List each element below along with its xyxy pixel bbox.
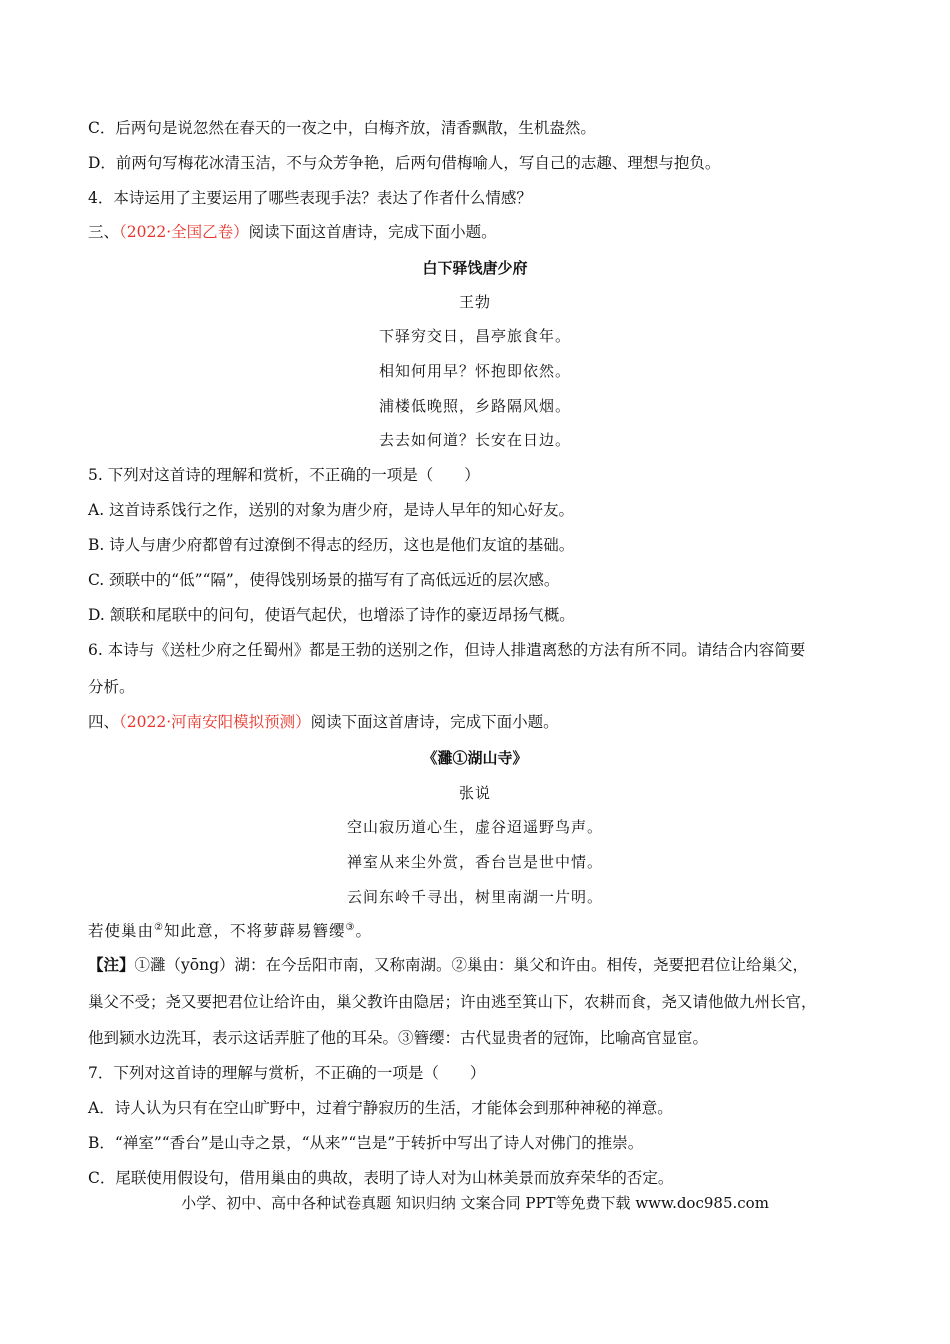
section-3-prefix: 三、 [88,223,120,241]
poem-1-author: 王勃 [458,293,491,311]
section-3-instruction: 阅读下面这首唐诗，完成下面小题。 [248,223,497,241]
poem-1-title: 白下驿饯唐少府 [422,259,528,277]
poem-2-author: 张说 [458,784,491,802]
question-7: 7．下列对这首诗的理解与赏析，不正确的一项是（ ） [88,1064,486,1082]
poem-2-title: 《灉①湖山寺》 [422,749,528,767]
poem-1-line: 浦楼低晚照，乡路隔风烟。 [378,397,571,415]
footnote-marker-3: ③ [345,921,356,933]
q5-option-b: B. 诗人与唐少府都曾有过潦倒不得志的经历，这也是他们友谊的基础。 [88,536,575,554]
note-label: 【注】 [88,955,135,974]
poem-2-last-part-a: 若使巢由 [88,922,155,940]
poem-2-last-part-b: 知此意，不将萝薜易簪缨 [163,922,346,940]
section-4-heading [88,712,559,732]
question-6-line-1: 6. 本诗与《送杜少府之任蜀州》都是王勃的送别之作，但诗人排遣离愁的方法有所不同。请结合内容简要 [88,641,806,659]
poem-2-last-part-c: 。 [355,922,372,940]
poem-1-line: 去去如何道？长安在日边。 [378,431,571,449]
q5-option-d: D. 颔联和尾联中的问句，使语气起伏，也增添了诗作的豪迈昂扬气概。 [88,606,575,624]
section-4-source: （2022·河南安阳模拟预测） [119,713,311,731]
poem-2-line: 空山寂历道心生，虚谷迢遥野鸟声。 [346,818,603,836]
note-line-3: 他到颍水边洗耳，表示这话弄脏了他的耳朵。③簪缨：古代显贵者的冠饰，比喻高官显宦。 [88,1029,709,1047]
poem-2-last-line [88,921,372,941]
question-4: 4．本诗运用了主要运用了哪些表现手法？表达了作者什么情感？ [88,189,532,207]
poem-1-line: 相知何用早？怀抱即依然。 [378,362,571,380]
section-4-prefix: 四、 [88,713,120,731]
q7-option-c: C．尾联使用假设句，借用巢由的典故，表明了诗人对为山林美景而放弃荣华的否定。 [88,1169,674,1187]
poem-2-line: 禅室从来尘外赏，香台岂是世中情。 [346,853,603,871]
poem-2-line: 云间东岭千寻出，树里南湖一片明。 [346,888,603,906]
q7-option-b: B．“禅室”“香台”是山寺之景，“从来”“岂是”于转折中写出了诗人对佛门的推崇。 [88,1134,644,1152]
note-text-1: ①灉（yōng）湖：在今岳阳市南，又称南湖。②巢由：巢父和许由。相传，尧要把君位让给巢父， [134,956,809,974]
q7-option-a: A．诗人认为只有在空山旷野中，过着宁静寂历的生活，才能体会到那种神秘的禅意。 [88,1099,673,1117]
section-3-heading [88,222,497,242]
section-3-source: （2022·全国乙卷） [119,223,249,241]
question-5: 5. 下列对这首诗的理解和赏析，不正确的一项是（ ） [88,466,480,484]
section-4-instruction: 阅读下面这首唐诗，完成下面小题。 [310,713,559,731]
page-footer: 小学、初中、高中各种试卷真题 知识归纳 文案合同 PPT等免费下载 www.doc985.com [181,1194,769,1212]
poem-1-line: 下驿穷交日，昌亭旅食年。 [378,327,571,345]
q5-option-c: C. 颈联中的“低”“隔”，使得饯别场景的描写有了高低远近的层次感。 [88,571,560,589]
q3-option-d: D．前两句写梅花冰清玉洁，不与众芳争艳，后两句借梅喻人，写自己的志趣、理想与抱负。 [88,154,721,172]
note-line-1 [88,955,808,975]
q3-option-c: C．后两句是说忽然在春天的一夜之中，白梅齐放，清香飘散，生机盎然。 [88,119,596,137]
footnote-marker-2: ② [154,921,164,933]
note-line-2: 巢父不受；尧又要把君位让给许由，巢父教许由隐居；许由逃至箕山下，农耕而食，尧又请他做九州长官， [88,993,817,1011]
q5-option-a: A. 这首诗系饯行之作，送别的对象为唐少府，是诗人早年的知心好友。 [88,501,575,519]
question-6-line-2: 分析。 [88,678,135,696]
